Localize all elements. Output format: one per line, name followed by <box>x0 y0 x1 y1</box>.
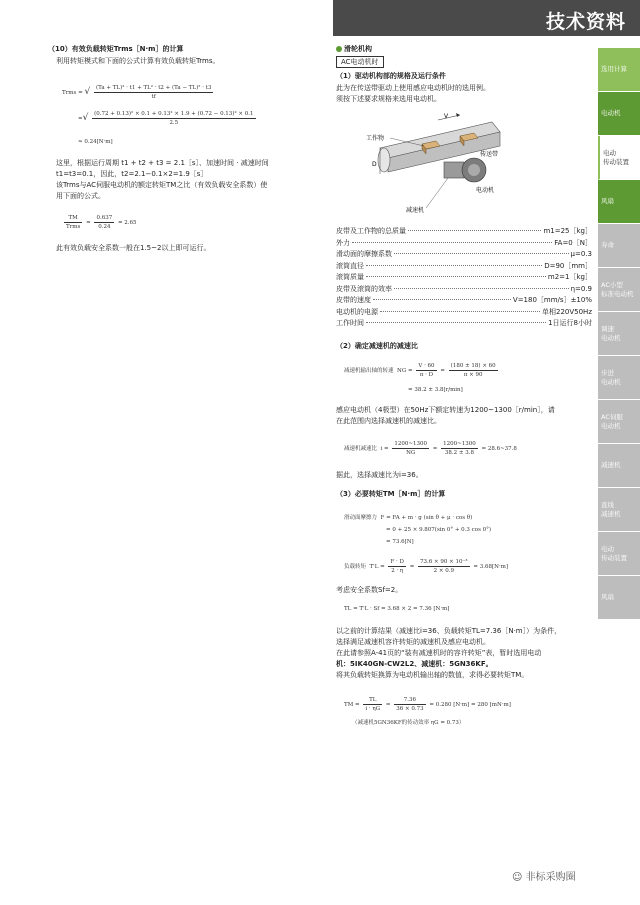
spec-value: m2=1［kg］ <box>547 273 592 281</box>
paragraph: 感应电动机（4极型）在50Hz下额定转速为1200~1300［r/min］，请 <box>336 406 555 414</box>
label-gear: 减速机 <box>406 207 425 214</box>
label-d: D <box>372 161 377 168</box>
sidebar-tab[interactable]: 电动 传动装置 <box>598 136 640 180</box>
formula-numerator: (Ta + TL)² · t1 + TL² · t2 + (Ta − TL)² · t3 <box>95 85 212 91</box>
formula-fraction <box>94 84 213 101</box>
paragraph: 此为在传送带驱动上使用感应电动机时的选用例。 <box>336 84 490 92</box>
formula-denominator: 2.5 <box>169 120 179 126</box>
sidebar <box>598 48 640 620</box>
spec-label: 滚筒直径 <box>336 261 364 270</box>
sidebar-tab[interactable]: 电动机 <box>598 92 640 136</box>
sidebar-tab[interactable]: 减速机 <box>598 444 640 488</box>
formula-friction: 滑动面摩擦力 F = FA + m · g (sin θ + μ · cos θ) <box>344 515 473 521</box>
subheading: （3）必要转矩TM［N·m］的计算 <box>336 490 446 498</box>
paragraph: 在此范围内选择减速机的减速比。 <box>336 417 441 425</box>
spec-value: 1日运行8小时 <box>548 319 592 327</box>
spec-row <box>336 272 592 284</box>
paragraph: t1=t3=0.1，因此，t2=2.1−0.1×2=1.9［s］ <box>56 170 208 178</box>
formula-trms-general: Trms = √ $\frac{\text{(Ta + TL)² · t1 + TL² · t2 + (Ta − TL)² · t3}}{tf}$ <box>62 85 212 100</box>
label-v: V <box>444 113 449 120</box>
spec-value: V=180［mm/s］±10% <box>512 296 592 304</box>
page-title: 技术资料 <box>545 11 626 33</box>
spec-row <box>336 261 592 273</box>
sidebar-tab[interactable]: 调速 电动机 <box>598 312 640 356</box>
spec-row <box>336 318 592 330</box>
spec-value: m1=25［kg］ <box>543 227 592 235</box>
formula-tm: TM = $\frac{TL}{i \cdot \eta G}$ = $\frac{7.36}{36 \times 0.73}$ = 0.280 [N·m] = 280 [mN·m] <box>344 697 511 712</box>
sidebar-tab[interactable]: 寿命 <box>598 224 640 268</box>
spec-label: 皮带及工作物的总质量 <box>336 227 406 235</box>
formula-trms-result: ≈ 0.24[N·m] <box>78 139 113 145</box>
spec-label: 皮带及滚筒的效率 <box>336 284 392 293</box>
formula-ng-result: = 38.2 ± 3.8[r/min] <box>408 387 463 393</box>
leader-dots <box>366 265 542 266</box>
sidebar-tab[interactable]: 电动 传动装置 <box>598 532 640 576</box>
spec-label: 滚筒质量 <box>336 273 364 281</box>
sidebar-tab[interactable]: 选用计算 <box>598 48 640 92</box>
sidebar-tab[interactable]: 风扇 <box>598 180 640 224</box>
bullet-icon <box>336 46 342 52</box>
gearhead <box>444 162 464 178</box>
formula-denominator: Trms <box>66 224 81 230</box>
spec-label: 外力 <box>336 238 350 247</box>
paragraph: 机：5IK40GN-CW2L2、减速机：5GN36KF。 <box>336 660 493 668</box>
paragraph: 以之前的计算结果（减速比i=36、负载转矩TL=7.36［N·m］）为条件， <box>336 627 562 635</box>
boxed-label: AC电动机时 <box>336 56 384 68</box>
header-bar <box>333 0 640 36</box>
paragraph: 该Trms与AC伺服电动机的额定转矩TM之比（有效负载安全系数）使 <box>56 181 268 189</box>
paragraph: 选择满足减速机容许转矩的减速机及感应电动机。 <box>336 638 490 646</box>
leader-dots <box>380 311 540 312</box>
leader-dots <box>366 276 546 277</box>
paragraph: 此有效负载安全系数一般在1.5~2以上即可运行。 <box>56 244 211 252</box>
spec-value: D=90［mm］ <box>544 261 592 270</box>
formula-numerator: TM <box>64 214 82 223</box>
leader-dots <box>394 253 569 254</box>
formula-friction-3: = 73.6[N] <box>386 539 414 545</box>
paragraph: 将其负载转矩换算为电动机输出轴的数值，求得必要转矩TM。 <box>336 671 529 679</box>
formula-note: （减速机5GN36KF的传动效率 ηG = 0.73） <box>352 720 465 726</box>
formula-trms-numeric: =√ $\frac{\text{(0.72 + 0.13)² × 0.1 + 0.13² × 1.9 + (0.72 − 0.13)² × 0.1}}{2.5}$ <box>78 111 254 126</box>
sidebar-tab[interactable]: AC伺服 电动机 <box>598 400 640 444</box>
spec-row <box>336 226 592 238</box>
leader-dots <box>408 230 541 231</box>
paragraph: 在此请参照A-41页的“装有减速机时的容许转矩”表，暂时选用电动 <box>336 649 542 657</box>
formula-numerator: 0.637 <box>96 215 113 221</box>
leader-dots <box>352 242 552 243</box>
spec-row <box>336 238 592 250</box>
watermark: ☺ 非标采购圈 <box>512 872 576 883</box>
paragraph: 用下面的公式。 <box>56 192 105 200</box>
section-title: 滑轮机构 <box>336 44 372 55</box>
spec-label: 皮带的速度 <box>336 296 371 304</box>
sidebar-tab[interactable]: AC小型 标准电动机 <box>598 268 640 312</box>
formula-ratio: 减速机减速比 i = $\frac{1200\sim 1300}{NG}$ = $\frac{1200\sim 1300}{38.2 \pm 3.8}$ = 28.6~37.8 <box>344 441 517 456</box>
label-work: 工作物 <box>366 135 385 142</box>
spec-label: 电动机的电源 <box>336 307 378 316</box>
formula-lhs: Trms = <box>62 90 83 96</box>
spec-label: 滑动面的摩擦系数 <box>336 250 392 258</box>
label-belt: 传送带 <box>480 151 499 158</box>
sidebar-tab[interactable]: 风扇 <box>598 576 640 620</box>
spec-row <box>336 284 592 296</box>
sidebar-tab[interactable]: 直线 减速机 <box>598 488 640 532</box>
spec-row <box>336 307 592 319</box>
paragraph: 考虑安全系数Sf=2。 <box>336 586 403 594</box>
wechat-icon: ☺ <box>512 872 523 883</box>
conveyor-diagram <box>360 108 508 220</box>
subheading: （1）驱动机构部的规格及运行条件 <box>336 72 446 80</box>
spec-value: η=0.9 <box>570 284 592 293</box>
formula-fraction <box>92 110 255 127</box>
paragraph: 这里，根据运行周期 t1 + t2 + t3 = 2.1［s］、加速时间 · 减速时间 <box>56 159 269 167</box>
formula-ng: 减速机输出轴的转速 NG = $\frac{V \cdot 60}{\pi \cdot D}$ = $\frac{(180 \pm 18) \times 60}{\pi \times 90}$ <box>344 363 496 378</box>
spec-row <box>336 249 592 261</box>
spec-label: 工作时间 <box>336 319 364 327</box>
paragraph: 须按下述要求规格来选用电动机。 <box>336 95 441 103</box>
spec-value: FA=0［N］ <box>554 238 592 247</box>
intro-text: 利用转矩模式和下面的公式计算有效负载转矩Trms。 <box>56 57 220 65</box>
spec-value: 单相220V50Hz <box>542 307 592 316</box>
formula-load-torque: 负载转矩 T'L = $\frac{F \cdot D}{2 \cdot \eta}$ = $\frac{\text{73.6 × 90 × 10⁻³}}{2 \times 0.9}$ = 3.68[N·m] <box>344 559 509 574</box>
paragraph: 据此，选择减速比为i=36。 <box>336 471 423 479</box>
subheading: （2）确定减速机的减速比 <box>336 342 418 350</box>
sidebar-tab[interactable]: 步进 电动机 <box>598 356 640 400</box>
leader-dots <box>373 299 511 300</box>
spec-list <box>336 226 592 330</box>
label-motor: 电动机 <box>476 187 495 194</box>
formula-result: = 2.65 <box>117 220 137 226</box>
formula-denominator: tf <box>151 94 156 100</box>
section-heading-trms: （10）有效负载转矩Trms［N·m］的计算 <box>48 45 184 53</box>
formula-friction-2: = 0 + 25 × 9.807(sin 0° + 0.3 cos 0°) <box>386 527 492 533</box>
formula-numerator: (0.72 + 0.13)² × 0.1 + 0.13² × 1.9 + (0.72 − 0.13)² × 0.1 <box>94 111 254 117</box>
leader-dots <box>366 322 546 323</box>
formula-tl: TL = T'L · Sf = 3.68 × 2 = 7.36 [N·m] <box>344 606 450 612</box>
spec-row <box>336 295 592 307</box>
spec-value: μ=0.3 <box>570 250 592 258</box>
formula-safety-ratio: $\frac{TM}{\text{Trms}}$ = $\frac{0.637}{0.24}$ = 2.65 <box>66 215 137 230</box>
formula-denominator: 0.24 <box>98 224 111 230</box>
leader-dots <box>394 288 569 289</box>
